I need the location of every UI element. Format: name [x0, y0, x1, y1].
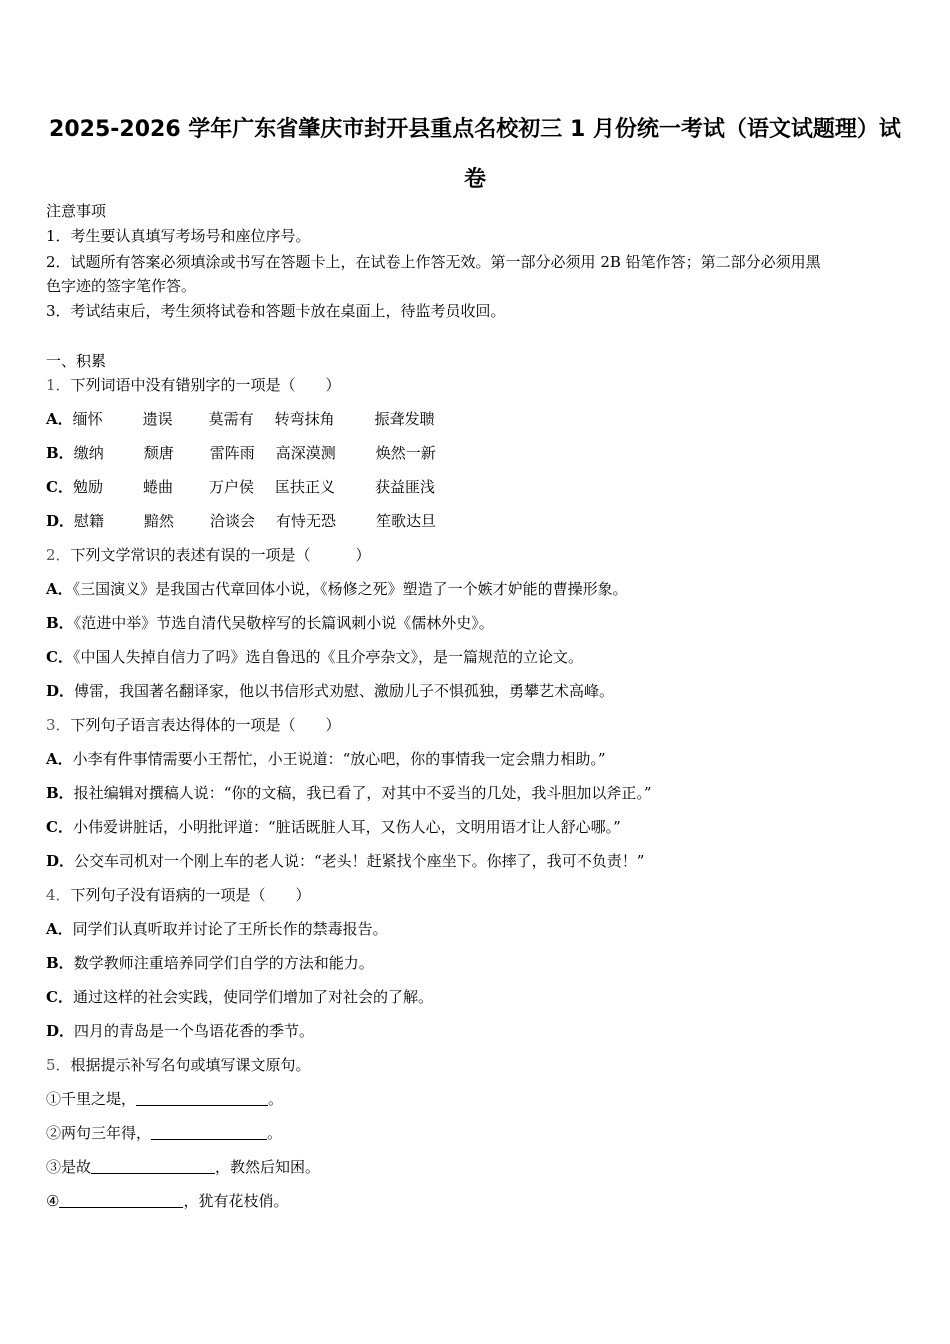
notice-heading: 注意事项: [46, 202, 107, 220]
option-label: B．: [46, 614, 74, 632]
fill-suffix: ，犹有花枝俏。: [183, 1192, 289, 1210]
option-word: 缴纳: [73, 444, 104, 462]
option-label: C．: [46, 988, 73, 1006]
q2-option-b: [46, 613, 494, 633]
option-label: B．: [46, 444, 74, 462]
question-stem: 根据提示补写名句或填写课文原句。: [70, 1056, 311, 1074]
notice-item-2: 2．试题所有答案必须填涂或书写在答题卡上，在试卷上作答无效。第一部分必须用 2B 铅笔作答；第二部分必须用黑: [46, 253, 821, 271]
option-text: 《范进中举》节选自清代吴敬梓写的长篇讽刺小说《儒林外史》。: [73, 614, 494, 632]
option-label: A．: [46, 580, 73, 598]
q2-option-d: [46, 681, 614, 701]
option-word: 有恃无恐: [276, 512, 337, 530]
exam-title-line-1: 2025-2026 学年广东省肇庆市封开县重点名校初三 1 月份统一考试（语文试题理）试: [49, 117, 901, 142]
question-stem: 下列词语中没有错别字的一项是（ ）: [70, 376, 341, 394]
option-text: 小伟爱讲脏话，小明批评道：“脏话既脏人耳，又伤人心，文明用语才让人舒心哪。”: [72, 818, 621, 836]
q3-option-b: [46, 783, 652, 803]
q5-item-3: [46, 1157, 320, 1177]
q5-item-2: [46, 1123, 282, 1143]
question-number: 4．: [46, 886, 71, 904]
option-label: D．: [46, 1022, 75, 1040]
question-2: [46, 545, 371, 565]
option-text: 同学们认真听取并讨论了王所长作的禁毒报告。: [72, 920, 388, 938]
option-text: 四月的青岛是一个鸟语花香的季节。: [74, 1022, 315, 1040]
option-label: C．: [46, 818, 73, 836]
question-4: [46, 885, 311, 905]
question-3: [46, 715, 341, 735]
question-1: [46, 375, 341, 395]
question-number: 1．: [46, 376, 71, 394]
option-label: B．: [46, 954, 74, 972]
option-label: D．: [46, 852, 75, 870]
option-label: A．: [46, 410, 73, 428]
fill-suffix: ，教然后知困。: [215, 1158, 321, 1176]
q5-item-4: [46, 1191, 288, 1211]
question-stem: 下列文学常识的表述有误的一项是（ ）: [70, 546, 371, 564]
option-word: 高深漠测: [275, 444, 336, 462]
option-label: C．: [46, 648, 73, 666]
option-word: 缅怀: [72, 410, 103, 428]
answer-blank[interactable]: [59, 1191, 183, 1208]
notice-item-3: 3．考试结束后，考生须将试卷和答题卡放在桌面上，待监考员收回。: [46, 302, 506, 320]
question-number: 5．: [46, 1056, 71, 1074]
q4-option-b: [46, 953, 374, 973]
option-word: 万户侯: [208, 478, 254, 496]
option-text: 报社编辑对撰稿人说：“你的文稿，我已看了，对其中不妥当的几处，我斗胆加以斧正。”: [73, 784, 652, 802]
option-word: 颓唐: [143, 444, 174, 462]
question-stem: 下列句子语言表达得体的一项是（ ）: [70, 716, 341, 734]
option-word: 雷阵雨: [209, 444, 255, 462]
option-text: 《中国人失掉自信力了吗》选自鲁迅的《且介亭杂文》，是一篇规范的立论文。: [72, 648, 583, 666]
question-number: 2．: [46, 546, 71, 564]
q1-option-b: [46, 443, 476, 463]
option-label: B．: [46, 784, 74, 802]
option-word: 黯然: [144, 512, 175, 530]
option-word: 振聋发聩: [374, 410, 435, 428]
q1-option-d: [46, 511, 476, 531]
exam-title-line-2: 卷: [463, 167, 486, 192]
option-word: 洽谈会: [210, 512, 256, 530]
option-word: 匡扶正义: [274, 478, 335, 496]
fill-suffix: 。: [267, 1124, 283, 1142]
q2-option-a: [46, 579, 628, 599]
fill-prefix: ②两句三年得，: [46, 1124, 152, 1142]
q3-option-d: [46, 851, 644, 871]
notice-item-1: 1．考生要认真填写考场号和座位序号。: [46, 227, 311, 245]
option-text: 通过这样的社会实践，使同学们增加了对社会的了解。: [72, 988, 433, 1006]
option-label: A．: [46, 920, 73, 938]
section-heading: 一、积累: [46, 352, 107, 370]
option-word: 勉励: [72, 478, 103, 496]
question-number: 3．: [46, 716, 71, 734]
option-word: 慰籍: [74, 512, 105, 530]
q1-option-c: [46, 477, 475, 497]
question-5: [46, 1055, 311, 1075]
fill-prefix: ③是故: [46, 1158, 92, 1176]
option-word: 转弯抹角: [274, 410, 335, 428]
option-label: D．: [46, 512, 75, 530]
answer-blank[interactable]: [91, 1157, 215, 1174]
fill-suffix: 。: [268, 1090, 284, 1108]
option-label: D．: [46, 682, 75, 700]
option-word: 焕然一新: [375, 444, 436, 462]
q4-option-c: [46, 987, 433, 1007]
option-word: 获益匪浅: [374, 478, 435, 496]
q4-option-a: [46, 919, 388, 939]
q4-option-d: [46, 1021, 314, 1041]
fill-prefix: ①千里之堤，: [46, 1090, 137, 1108]
q1-option-a: [46, 409, 475, 429]
option-text: 《三国演义》是我国古代章回体小说，《杨修之死》塑造了一个嫉才妒能的曹操形象。: [72, 580, 628, 598]
answer-blank[interactable]: [136, 1089, 268, 1106]
option-label: A．: [46, 750, 73, 768]
question-stem: 下列句子没有语病的一项是（ ）: [70, 886, 311, 904]
option-text: 数学教师注重培养同学们自学的方法和能力。: [73, 954, 374, 972]
q5-item-1: [46, 1089, 283, 1109]
fill-prefix: ④: [46, 1192, 60, 1210]
option-text: 公交车司机对一个刚上车的老人说：“老头！赶紧找个座坐下。你摔了，我可不负责！”: [74, 852, 645, 870]
option-word: 莫需有: [208, 410, 254, 428]
q3-option-c: [46, 817, 621, 837]
option-word: 笙歌达旦: [376, 512, 437, 530]
q2-option-c: [46, 647, 583, 667]
option-word: 蜷曲: [142, 478, 173, 496]
answer-blank[interactable]: [151, 1123, 267, 1140]
q3-option-a: [46, 749, 605, 769]
option-text: 傅雷，我国著名翻译家，他以书信形式劝慰、激励儿子不惧孤独，勇攀艺术高峰。: [74, 682, 615, 700]
option-text: 小李有件事情需要小王帮忙，小王说道：“放心吧，你的事情我一定会鼎力相助。”: [72, 750, 606, 768]
notice-item-2-continued: 色字迹的签字笔作答。: [46, 277, 197, 295]
option-label: C．: [46, 478, 73, 496]
option-word: 遗误: [142, 410, 173, 428]
